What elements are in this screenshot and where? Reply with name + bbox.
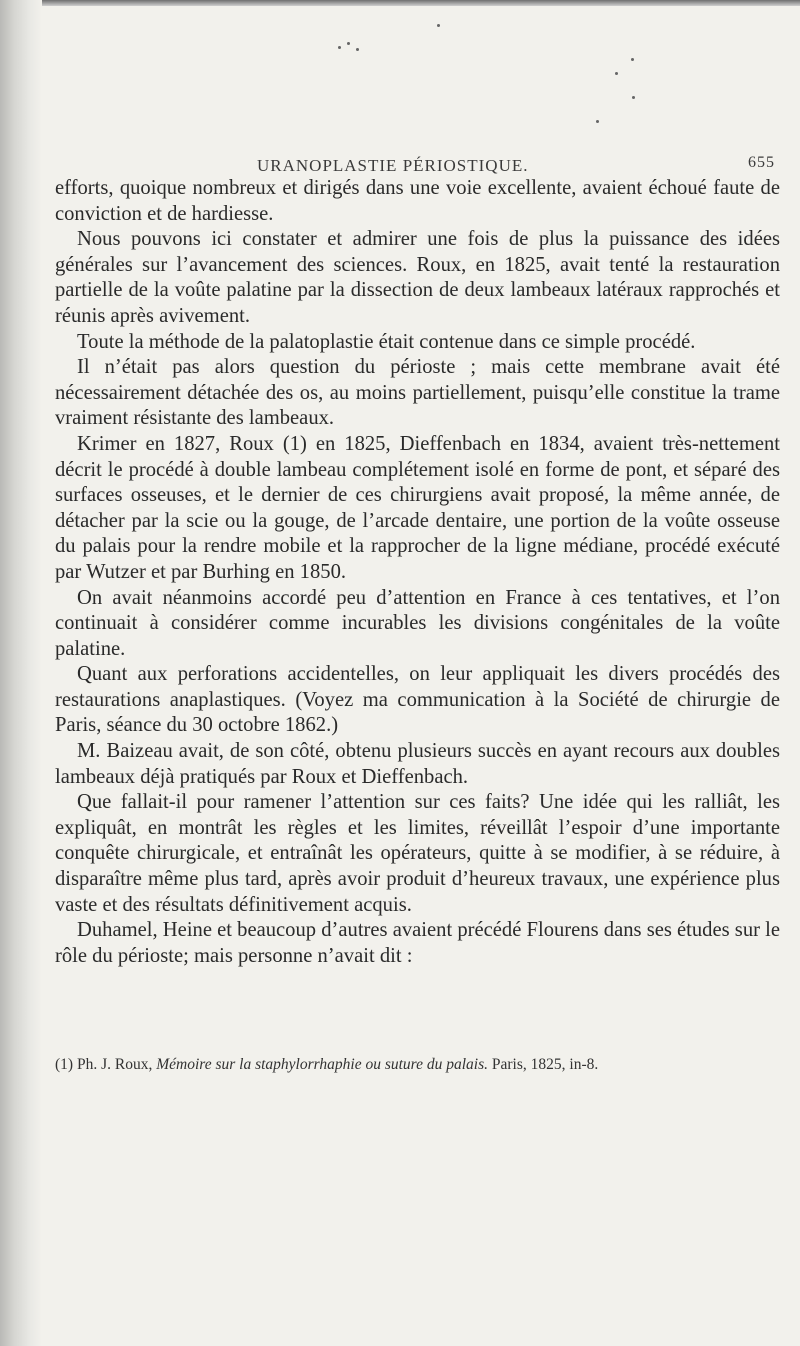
page-number: 655 — [748, 154, 775, 171]
footnote-title: Mémoire sur la staphylorrhaphie ou suture du palais. — [156, 1056, 489, 1073]
footnote — [55, 1055, 780, 1075]
paragraph: Nous pouvons ici constater et admirer une fois de plus la puissance des idées générales sur l’avancement des sciences. Roux, en 1825, avait tenté la restauration partielle de la voûte palatine par la dissection de deux lambeaux latéraux rapprochés et réunis après avivement. — [55, 228, 780, 327]
footnote-suffix: Paris, 1825, in-8. — [491, 1056, 599, 1073]
paragraph: Duhamel, Heine et beaucoup d’autres avaient précédé Flourens dans ses études sur le rôle du périoste; mais personne n’avait dit : — [55, 919, 780, 967]
paragraph: Quant aux perforations accidentelles, on leur appliquait les divers procédés des restaurations anaplastiques. (Voyez ma communication à la Société de chirurgie de Paris, séance du 30 octobre 1862.) — [55, 663, 780, 737]
paragraph: M. Baizeau avait, de son côté, obtenu plusieurs succès en ayant recours aux doubles lambeaux déjà pratiqués par Roux et Dieffenbach. — [55, 740, 780, 788]
footnote-prefix: (1) Ph. J. Roux, — [55, 1056, 153, 1073]
paragraph: Toute la méthode de la palatoplastie était contenue dans ce simple procédé. — [77, 330, 696, 353]
paragraph: Que fallait-il pour ramener l’attention sur ces faits? Une idée qui les ralliât, les expliquât, en montrât les règles et les limites, réveillât l’espoir d’une importante conquête chirurgicale, et entraînât les opérateurs, quitte à se modifier, à se réduire, à disparaître même plus tard, après avoir produit d’heureux travaux, une expérience plus vaste et des résultats définitivement acquis. — [55, 791, 780, 916]
paragraph: efforts, quoique nombreux et dirigés dans une voie excellente, avaient échoué faute de conviction et de hardiesse. — [55, 177, 780, 225]
page-top-edge — [0, 0, 800, 6]
paragraph: Krimer en 1827, Roux (1) en 1825, Dieffenbach en 1834, avaient très-nettement décrit le procédé à double lambeau complétement isolé en forme de pont, et séparé des surfaces osseuses, et le dernier de ces chirurgiens avait proposé, la même année, de détacher par la scie ou la gouge, de l’arcade dentaire, une portion de la voûte osseuse du palais pour la rendre mobile et la rapprocher de la ligne médiane, procédé exécuté par Wutzer et par Burhing en 1850. — [55, 432, 780, 583]
running-title: URANOPLASTIE PÉRIOSTIQUE. — [257, 156, 529, 175]
paragraph: On avait néanmoins accordé peu d’attention en France à ces tentatives, et l’on continuait à considérer comme incurables les divisions congénitales de la voûte palatine. — [55, 586, 780, 660]
page-binding-shadow — [0, 0, 42, 1346]
body-text — [55, 176, 780, 969]
paragraph: Il n’était pas alors question du périoste ; mais cette membrane avait été nécessairement détachée des os, au moins partiellement, puisqu’elle constitue la trame vraiment résistante des lambeaux. — [55, 356, 780, 430]
